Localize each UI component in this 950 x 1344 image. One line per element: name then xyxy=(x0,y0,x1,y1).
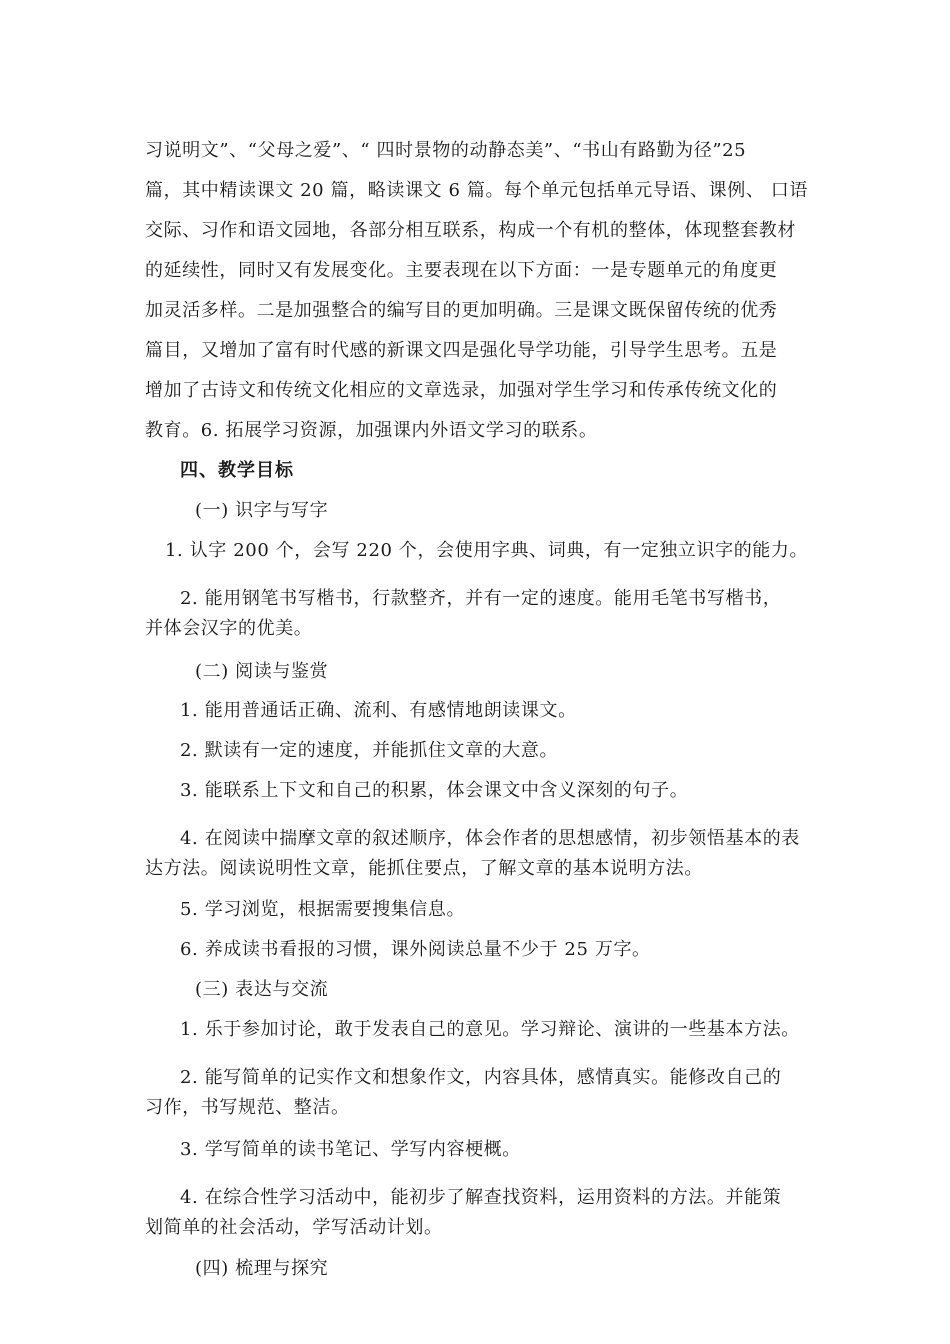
list-item-continuation: 习作，书写规范、整洁。 xyxy=(145,1097,350,1118)
paragraph-line: 教育。6. 拓展学习资源，加强课内外语文学习的联系。 xyxy=(145,420,598,441)
subsection-title: (四) 梳理与探究 xyxy=(195,1258,329,1279)
list-item-continuation: 达方法。阅读说明性文章，能抓住要点，了解文章的基本说明方法。 xyxy=(145,858,703,879)
list-item: 3. 能联系上下文和自己的积累，体会课文中含义深刻的句子。 xyxy=(180,780,689,801)
paragraph-line: 交际、习作和语文园地，各部分相互联系，构成一个有机的整体，体现整套教材 xyxy=(145,220,796,241)
list-item: 6. 养成读书看报的习惯，课外阅读总量不少于 25 万字。 xyxy=(180,939,651,960)
list-item-continuation: 并体会汉字的优美。 xyxy=(145,618,313,639)
subsection-title: (三) 表达与交流 xyxy=(195,979,329,1000)
paragraph-line: 篇目，又增加了富有时代感的新课文四是强化导学功能，引导学生思考。五是 xyxy=(145,340,778,361)
list-item: 1. 能用普通话正确、流利、有感情地朗读课文。 xyxy=(180,700,577,721)
list-item: 4. 在综合性学习活动中，能初步了解查找资料，运用资料的方法。并能策 xyxy=(180,1187,782,1208)
list-item: 3. 学写简单的读书笔记、学写内容梗概。 xyxy=(180,1139,521,1160)
paragraph-line: 习说明文”、“父母之爱”、“ 四时景物的动静态美”、“书山有路勤为径”25 xyxy=(145,140,747,161)
list-item: 2. 默读有一定的速度，并能抓住文章的大意。 xyxy=(180,740,559,761)
list-item-continuation: 划简单的社会活动，学写活动计划。 xyxy=(145,1217,443,1238)
paragraph-line: 加灵活多样。二是加强整合的编写目的更加明确。三是课文既保留传统的优秀 xyxy=(145,300,778,321)
list-item: 5. 学习浏览，根据需要搜集信息。 xyxy=(180,899,466,920)
subsection-title: (二) 阅读与鉴赏 xyxy=(195,661,329,682)
list-item: 1. 认字 200 个，会写 220 个，会使用字典、词典，有一定独立识字的能力。 xyxy=(165,540,809,561)
list-item: 4. 在阅读中揣摩文章的叙述顺序，体会作者的思想感情，初步领悟基本的表 xyxy=(180,828,800,849)
list-item: 2. 能写简单的记实作文和想象作文，内容具体，感情真实。能修改自己的 xyxy=(180,1067,782,1088)
paragraph-line: 增加了古诗文和传统文化相应的文章选录，加强对学生学习和传承传统文化的 xyxy=(145,380,778,401)
list-item: 1. 乐于参加讨论，敢于发表自己的意见。学习辩论、演讲的一些基本方法。 xyxy=(180,1019,800,1040)
paragraph-line: 的延续性，同时又有发展变化。主要表现在以下方面：一是专题单元的角度更 xyxy=(145,260,778,281)
list-item: 2. 能用钢笔书写楷书，行款整齐，并有一定的速度。能用毛笔书写楷书， xyxy=(180,588,782,609)
section-title: 四、教学目标 xyxy=(180,460,294,481)
paragraph-line: 篇，其中精读课文 20 篇，略读课文 6 篇。每个单元包括单元导语、课例、 口语 xyxy=(145,180,808,201)
subsection-title: (一) 识字与写字 xyxy=(195,500,329,521)
